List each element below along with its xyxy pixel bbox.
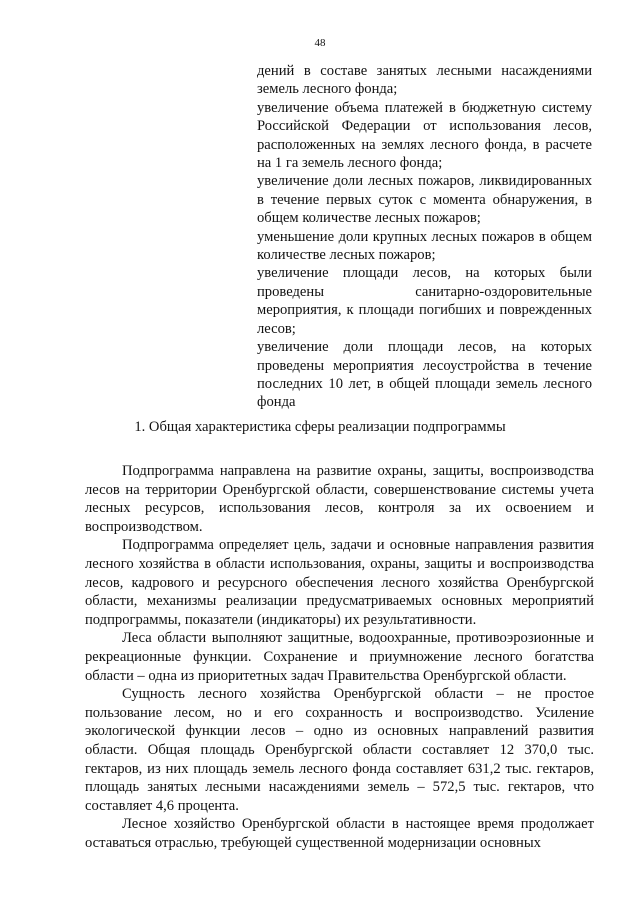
indicators-list xyxy=(257,62,592,412)
body-paragraph: Подпрограмма определяет цель, задачи и основные направления развития лесного хозяйства в области использования, охраны, защиты и воспроизводства лесов, кадрового и ресурсного обеспечения лесного хозяйства Оренбургской области, механизмы реализации предусматриваемых основных мероприятий подпрограммы, показатели (индикаторы) их результативности. xyxy=(85,537,594,628)
indicator-item: увеличение доли лесных пожаров, ликвидированных в течение первых суток с момента обнаружения, в общем количестве лесных пожаров; xyxy=(257,173,592,227)
body-paragraph: Сущность лесного хозяйства Оренбургской области – не простое пользование лесом, но и его сохранность и воспроизводство. Усиление экологической функции лесов – одно из основных направлений развития области. Общая площадь Оренбургской области составляет 12 370,0 тыс. гектаров, из них площадь земель лесного фонда составляет 631,2 тыс. гектаров, площадь занятых лесными насаждениями земель – 572,5 тыс. гектаров, что составляет 4,6 процента. xyxy=(85,686,594,814)
section-heading: 1. Общая характеристика сферы реализации подпрограммы xyxy=(134,419,506,435)
indicator-item: увеличение доли площади лесов, на которых проведены мероприятия лесоустройства в течение последних 10 лет, в общей площади земель лесного фонда xyxy=(257,339,592,411)
indicator-item: уменьшение доли крупных лесных пожаров в общем количестве лесных пожаров; xyxy=(257,228,592,264)
indicator-item: дений в составе занятых лесными насаждениями земель лесного фонда; xyxy=(257,63,592,98)
section-body xyxy=(85,462,594,852)
page-number: 48 xyxy=(314,37,326,49)
indicator-item: увеличение объема платежей в бюджетную систему Российской Федерации от использования лесов, расположенных на землях лесного фонда, в расчете на 1 га земель лесного фонда; xyxy=(257,99,592,172)
body-paragraph: Лесное хозяйство Оренбургской области в настоящее время продолжает оставаться отраслью, требующей существенной модернизации основных xyxy=(85,816,594,851)
body-paragraph: Леса области выполняют защитные, водоохранные, противоэрозионные и рекреационные функции. Сохранение и приумножение лесного богатства области – одна из приоритетных задач Правительства Оренбургской области. xyxy=(85,630,594,684)
body-paragraph: Подпрограмма направлена на развитие охраны, защиты, воспроизводства лесов на территории Оренбургской области, совершенствование системы учета лесных ресурсов, использования лесов, контроля за их освоением и воспроизводством. xyxy=(85,463,594,535)
indicator-item: увеличение площади лесов, на которых были проведены санитарно-оздоровительные мероприятия, к площади погибших и поврежденных лесов; xyxy=(257,265,592,337)
